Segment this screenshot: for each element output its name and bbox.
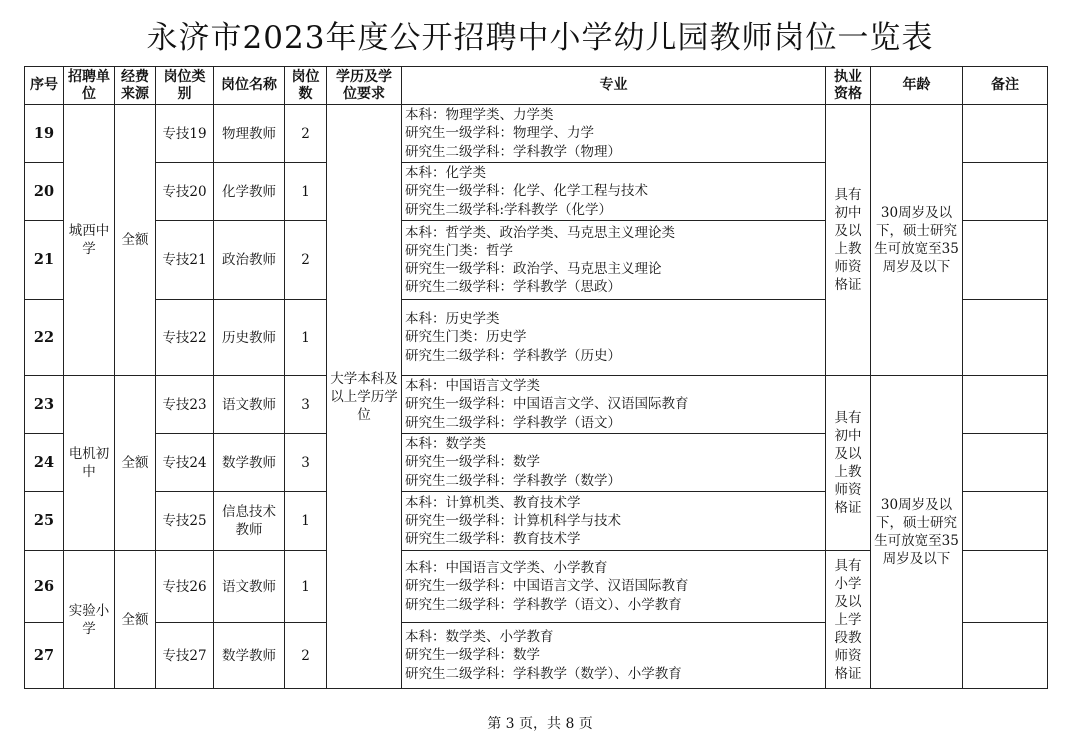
header-age: 年龄 <box>871 67 963 105</box>
license-cell: 具有初中及以上教师资格证 <box>826 105 871 376</box>
major-line: 研究生一级学科：化学、化学工程与技术 <box>405 183 648 200</box>
major-line: 本科：化学类 <box>405 165 486 182</box>
row-seq: 25 <box>25 492 64 551</box>
major-line: 研究生二级学科:学科教学（化学） <box>405 201 613 218</box>
license-cell: 具有初中及以上教师资格证 <box>826 376 871 551</box>
row-seq: 27 <box>25 623 64 689</box>
major-cell <box>402 105 826 163</box>
category-cell: 专技24 <box>156 434 214 492</box>
major-line: 研究生一级学科：数学 <box>405 647 540 664</box>
major-line: 本科：数学类、小学教育 <box>405 629 554 646</box>
page-footer: 第 3 页，共 8 页 <box>487 716 593 732</box>
count-cell: 3 <box>285 376 327 434</box>
category-cell: 专技25 <box>156 492 214 551</box>
count-cell: 1 <box>285 492 327 551</box>
row-seq: 23 <box>25 376 64 434</box>
position-name-cell: 物理教师 <box>214 105 285 163</box>
header-count: 岗位数 <box>285 67 327 105</box>
major-line: 研究生门类：历史学 <box>405 329 527 346</box>
major-line: 本科：哲学类、政治学类、马克思主义理论类 <box>405 224 675 241</box>
note-cell <box>963 376 1048 434</box>
unit-cell: 城西中学 <box>64 105 115 376</box>
major-cell <box>402 221 826 300</box>
count-cell: 1 <box>285 300 327 376</box>
count-cell: 2 <box>285 105 327 163</box>
count-cell: 2 <box>285 623 327 689</box>
fund-cell: 全额 <box>115 551 156 689</box>
recruitment-table <box>24 66 1048 689</box>
note-cell <box>963 434 1048 492</box>
note-cell <box>963 623 1048 689</box>
major-line: 本科：计算机类、教育技术学 <box>405 494 581 511</box>
header-license: 执业资格 <box>826 67 871 105</box>
major-line: 研究生二级学科：学科教学（数学）、小学教育 <box>405 665 682 682</box>
major-line: 研究生一级学科：政治学、马克思主义理论 <box>405 261 662 277</box>
count-cell: 1 <box>285 163 327 221</box>
note-cell <box>963 300 1048 376</box>
category-cell: 专技20 <box>156 163 214 221</box>
row-seq: 20 <box>25 163 64 221</box>
position-name-cell: 信息技术教师 <box>214 492 285 551</box>
position-name-cell: 政治教师 <box>214 221 285 300</box>
major-line: 研究生一级学科：物理学、力学 <box>405 125 594 142</box>
major-cell <box>402 551 826 623</box>
major-line: 研究生二级学科：学科教学（思政） <box>405 279 621 296</box>
major-line: 研究生一级学科：中国语言文学、汉语国际教育 <box>405 396 689 413</box>
position-name-cell: 语文教师 <box>214 376 285 434</box>
header-major: 专业 <box>402 67 826 105</box>
category-cell: 专技22 <box>156 300 214 376</box>
major-line: 本科：中国语言文学类 <box>405 378 540 395</box>
position-name-cell: 数学教师 <box>214 434 285 492</box>
major-cell <box>402 163 826 221</box>
major-cell <box>402 376 826 434</box>
category-cell: 专技23 <box>156 376 214 434</box>
unit-cell: 电机初中 <box>64 376 115 551</box>
row-seq: 19 <box>25 105 64 163</box>
header-position-name: 岗位名称 <box>214 67 285 105</box>
major-line: 研究生一级学科：计算机科学与技术 <box>405 512 621 529</box>
note-cell <box>963 105 1048 163</box>
row-seq: 24 <box>25 434 64 492</box>
major-cell <box>402 300 826 376</box>
major-line: 研究生二级学科：学科教学（语文）、小学教育 <box>405 596 682 613</box>
license-cell: 具有小学及以上学段教师资格证 <box>826 551 871 689</box>
age-cell: 30周岁及以下，硕士研究生可放宽至35周岁及以下 <box>871 105 963 376</box>
category-cell: 专技19 <box>156 105 214 163</box>
major-line: 本科：物理学类、力学类 <box>405 107 554 124</box>
note-cell <box>963 551 1048 623</box>
major-cell <box>402 623 826 689</box>
major-line: 研究生一级学科：中国语言文学、汉语国际教育 <box>405 578 689 595</box>
note-cell <box>963 492 1048 551</box>
header-row <box>25 67 1048 105</box>
header-unit: 招聘单位 <box>64 67 115 105</box>
fund-cell: 全额 <box>115 376 156 551</box>
major-line: 研究生门类：哲学 <box>405 242 513 259</box>
education-cell: 大学本科及以上学历学位 <box>327 105 402 689</box>
header-seq: 序号 <box>25 67 64 105</box>
major-line: 本科：历史学类 <box>405 311 500 328</box>
fund-cell: 全额 <box>115 105 156 376</box>
major-line: 研究生二级学科：教育技术学 <box>405 531 581 548</box>
header-education: 学历及学位要求 <box>327 67 402 105</box>
major-line: 本科：中国语言文学类、小学教育 <box>405 560 608 577</box>
header-fund: 经费来源 <box>115 67 156 105</box>
position-name-cell: 历史教师 <box>214 300 285 376</box>
header-category: 岗位类别 <box>156 67 214 105</box>
table-row <box>25 105 1048 163</box>
major-cell <box>402 492 826 551</box>
age-cell: 30周岁及以下，硕士研究生可放宽至35周岁及以下 <box>871 376 963 689</box>
count-cell: 2 <box>285 221 327 300</box>
major-line: 研究生一级学科：数学 <box>405 454 540 471</box>
note-cell <box>963 163 1048 221</box>
row-seq: 26 <box>25 551 64 623</box>
major-line: 研究生二级学科：学科教学（语文） <box>405 414 621 431</box>
position-name-cell: 语文教师 <box>214 551 285 623</box>
note-cell <box>963 221 1048 300</box>
major-line: 本科：数学类 <box>405 436 486 453</box>
unit-cell: 实验小学 <box>64 551 115 689</box>
position-name-cell: 化学教师 <box>214 163 285 221</box>
header-note: 备注 <box>963 67 1048 105</box>
major-cell <box>402 434 826 492</box>
category-cell: 专技21 <box>156 221 214 300</box>
position-name-cell: 数学教师 <box>214 623 285 689</box>
category-cell: 专技26 <box>156 551 214 623</box>
row-seq: 22 <box>25 300 64 376</box>
table-row <box>25 376 1048 434</box>
category-cell: 专技27 <box>156 623 214 689</box>
row-seq: 21 <box>25 221 64 300</box>
count-cell: 1 <box>285 551 327 623</box>
count-cell: 3 <box>285 434 327 492</box>
major-line: 研究生二级学科：学科教学（物理） <box>405 143 621 160</box>
major-line: 研究生二级学科：学科教学（历史） <box>405 347 621 364</box>
page-title: 永济市2023年度公开招聘中小学幼儿园教师岗位一览表 <box>146 20 934 56</box>
major-line: 研究生二级学科：学科教学（数学） <box>405 472 621 489</box>
